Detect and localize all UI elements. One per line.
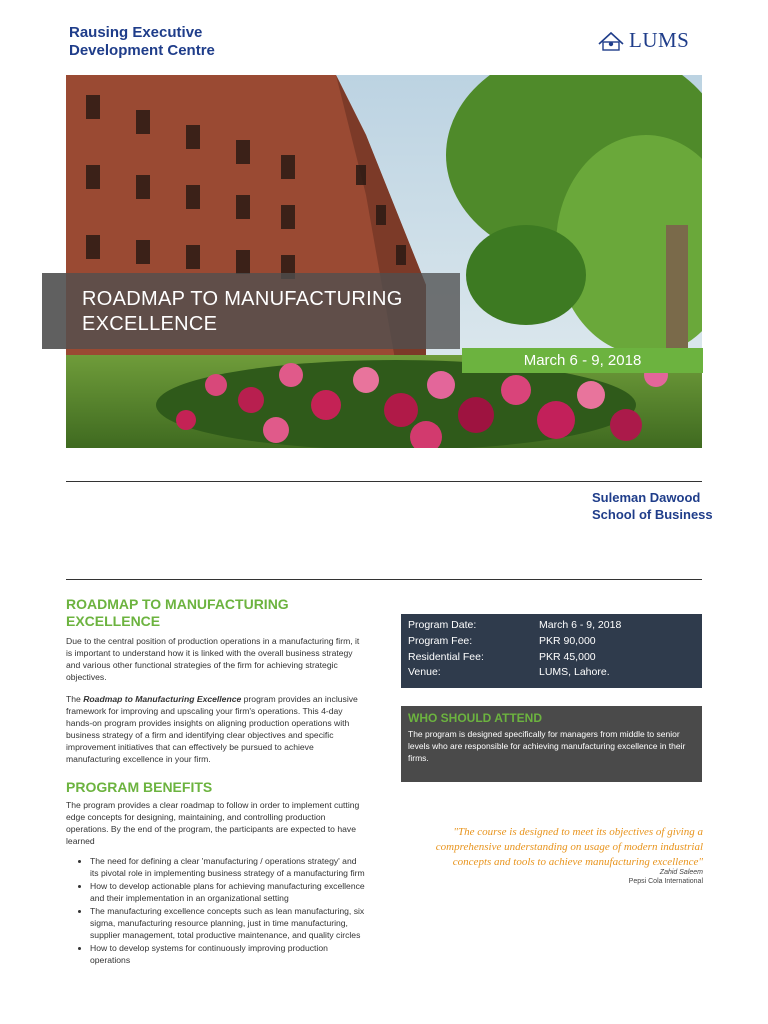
benefit-item: • The manufacturing excellence concepts such as lean manufacturing, six sigma, manufacturing resource planning, just in time manufacturing, supplier management, total productive maintenance, and quality circles (90, 905, 366, 941)
benefit-item: • How to develop actionable plans for achieving manufacturing excellence and their implementation in an organizational setting (90, 880, 366, 904)
title-banner-accent (42, 273, 66, 349)
benefits-heading: PROGRAM BENEFITS (66, 779, 213, 795)
quote-line2: comprehensive understanding on usage of modern industrial (435, 841, 703, 853)
testimonial-quote (420, 825, 703, 870)
benefit-item: • How to develop systems for continuously improving production operations (90, 942, 366, 966)
info-label: Program Fee: (408, 635, 473, 647)
quote-line1: "The course is designed to meet its objectives of giving a (453, 826, 703, 838)
info-value: PKR 90,000 (539, 635, 596, 647)
info-row-fee (408, 635, 596, 648)
lums-wordmark: LUMS (629, 28, 690, 52)
who-should-attend-body: The program is designed specifically for managers from middle to senior levels who are responsible for achieving manufacturing excellence in their firms. (408, 729, 686, 763)
intro-paragraph-2-rest: program provides an inclusive framework for improving and upscaling your firm's operations. This 4-day hands-on program provides insights on aligning production operations with business strategy of a firm and identifying clear objectives and specific improvement initiatives that can effectively be pursued to achieve manufacturing excellence in your firm. (66, 694, 358, 764)
info-label: Program Date: (408, 619, 477, 631)
divider-top (66, 481, 702, 482)
intro-heading-line2: EXCELLENCE (66, 613, 161, 629)
testimonial-organization: Pepsi Cola International (628, 878, 703, 885)
program-info-box (401, 614, 702, 688)
program-title-banner (42, 273, 460, 349)
info-row-residential-fee (408, 651, 596, 664)
benefits-intro: The program provides a clear roadmap to follow in order to implement cutting edge concepts for designing, maintaining, and controlling production operations. By the end of the program, the participants are expected to have learned (66, 800, 360, 846)
lums-crest-icon (597, 30, 625, 52)
school-name-line2: School of Business (592, 507, 713, 522)
who-should-attend-box (401, 706, 702, 782)
testimonial-author: Zahid Saleem (659, 869, 703, 876)
centre-name-line2: Development Centre (69, 42, 215, 59)
program-name-emphasis: Roadmap to Manufacturing Excellence (83, 694, 242, 704)
program-title-line1: ROADMAP TO MANUFACTURING (82, 288, 403, 310)
program-description (66, 596, 366, 967)
intro-heading (66, 596, 366, 630)
divider-bottom (66, 579, 702, 580)
info-label: Venue: (408, 666, 441, 678)
intro-paragraph-2 (66, 693, 366, 765)
who-should-attend-heading: WHO SHOULD ATTEND (408, 711, 542, 725)
intro-heading-line1: ROADMAP TO MANUFACTURING (66, 596, 289, 612)
info-value: March 6 - 9, 2018 (539, 619, 622, 631)
program-title (82, 287, 403, 337)
program-title-line2: EXCELLENCE (82, 313, 218, 335)
testimonial-attribution (520, 868, 703, 886)
school-name (592, 489, 713, 523)
info-value: PKR 45,000 (539, 651, 596, 663)
intro-paragraph-2-prefix: The (66, 694, 84, 704)
benefit-item: • The need for defining a clear 'manufacturing / operations strategy' and its pivotal role in implementing business strategy of a manufacturing firm (90, 855, 366, 879)
program-date-banner: March 6 - 9, 2018 (462, 348, 703, 373)
info-label: Residential Fee: (408, 651, 484, 663)
info-row-date (408, 619, 621, 632)
hero-photo (66, 75, 702, 448)
info-row-venue (408, 666, 610, 679)
school-name-line1: Suleman Dawood (592, 490, 701, 505)
info-value: LUMS, Lahore. (539, 666, 610, 678)
intro-body (66, 635, 366, 765)
lums-logo (597, 28, 689, 53)
centre-name (69, 24, 215, 60)
intro-paragraph-1: Due to the central position of production operations in a manufacturing firm, it is important to understand how it is linked with the overall business strategy and various other functional strategies of the firm for achieving strategic objectives. (66, 636, 360, 682)
centre-name-line1: Rausing Executive (69, 24, 203, 41)
benefits-list (66, 855, 366, 966)
quote-line3: concepts and tools to achieve manufacturing excellence" (452, 856, 703, 868)
